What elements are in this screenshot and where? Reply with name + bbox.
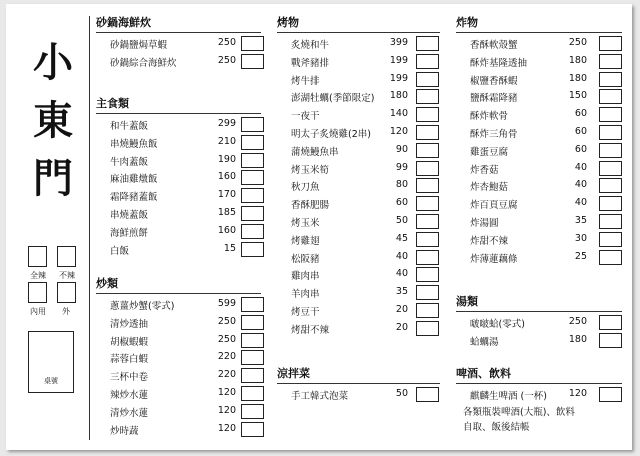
menu-item bbox=[456, 314, 622, 332]
quantity-box[interactable] bbox=[241, 224, 264, 239]
option-box-takeout[interactable] bbox=[57, 282, 76, 303]
item-price: 599 bbox=[217, 298, 236, 309]
item-price: 299 bbox=[217, 118, 236, 129]
section-header: 炸物 bbox=[456, 15, 622, 33]
item-name: 烤牛排 bbox=[291, 75, 320, 87]
menu-item bbox=[96, 35, 261, 53]
quantity-box[interactable] bbox=[416, 196, 439, 211]
menu-item bbox=[456, 249, 622, 267]
menu-item bbox=[96, 421, 261, 439]
quantity-box[interactable] bbox=[416, 143, 439, 158]
menu-column-1 bbox=[96, 4, 261, 444]
menu-item bbox=[456, 160, 622, 178]
item-name: 蔥薑炒蟹(零式) bbox=[110, 301, 175, 312]
item-name: 牛肉蓋飯 bbox=[110, 156, 149, 168]
quantity-box[interactable] bbox=[416, 303, 439, 318]
drinks-note-1: 各類瓶裝啤酒(大瓶)、飲料 bbox=[463, 407, 575, 418]
table-number-label: 桌號 bbox=[44, 377, 58, 385]
quantity-box[interactable] bbox=[241, 188, 264, 203]
quantity-box[interactable] bbox=[599, 387, 622, 402]
item-name: 炸湯圓 bbox=[470, 218, 499, 229]
quantity-box[interactable] bbox=[599, 125, 622, 140]
menu-item bbox=[456, 142, 622, 160]
item-name: 烤玉米 bbox=[291, 218, 320, 229]
item-price: 160 bbox=[217, 171, 236, 183]
menu-item bbox=[277, 302, 440, 320]
quantity-box[interactable] bbox=[599, 315, 622, 330]
item-price: 120 bbox=[217, 404, 236, 416]
quantity-box[interactable] bbox=[416, 321, 439, 336]
item-name: 炸薄蓮藕條 bbox=[470, 253, 518, 265]
item-name: 霜降豬蓋飯 bbox=[110, 192, 158, 204]
item-name: 炸杏鮑菇 bbox=[470, 182, 509, 194]
item-price: 120 bbox=[217, 387, 236, 398]
item-price: 50 bbox=[395, 388, 408, 399]
item-name: 烤雞翅 bbox=[291, 235, 320, 247]
item-price: 250 bbox=[217, 54, 236, 66]
menu-item bbox=[96, 314, 261, 332]
quantity-box[interactable] bbox=[599, 161, 622, 176]
item-price: 250 bbox=[217, 333, 236, 345]
menu-item bbox=[277, 53, 440, 71]
section-header: 涼拌菜 bbox=[277, 366, 440, 384]
item-price: 45 bbox=[395, 232, 408, 244]
quantity-box[interactable] bbox=[416, 267, 439, 282]
item-price: 40 bbox=[395, 268, 408, 280]
quantity-box[interactable] bbox=[241, 36, 264, 51]
quantity-box[interactable] bbox=[416, 125, 439, 140]
item-price: 185 bbox=[217, 207, 236, 218]
quantity-box[interactable] bbox=[599, 89, 622, 104]
quantity-box[interactable] bbox=[599, 232, 622, 247]
menu-item bbox=[456, 195, 622, 213]
item-name: 雞肉串 bbox=[291, 271, 320, 283]
item-name: 香酥軟殼蟹 bbox=[470, 40, 518, 51]
item-price: 170 bbox=[217, 189, 236, 201]
item-name: 炙燒和牛 bbox=[291, 40, 330, 51]
table-number-box[interactable] bbox=[28, 331, 74, 393]
menu-item bbox=[456, 106, 622, 124]
restaurant-name: 小東門 bbox=[33, 39, 73, 202]
item-price: 180 bbox=[568, 333, 587, 345]
item-price: 35 bbox=[574, 215, 587, 226]
item-price: 40 bbox=[395, 250, 408, 262]
item-price: 20 bbox=[395, 321, 408, 333]
item-name: 炒時蔬 bbox=[110, 425, 139, 437]
item-price: 60 bbox=[574, 108, 587, 120]
menu-sheet bbox=[6, 4, 632, 450]
menu-item bbox=[96, 296, 261, 314]
item-price: 60 bbox=[574, 126, 587, 137]
menu-item bbox=[277, 249, 440, 267]
quantity-box[interactable] bbox=[599, 107, 622, 122]
item-name: 炸甜不辣 bbox=[470, 235, 509, 247]
menu-item bbox=[456, 231, 622, 249]
item-name: 蛤蠣湯 bbox=[470, 336, 499, 348]
item-name: 清炒透抽 bbox=[110, 318, 149, 330]
item-name: 雞蛋豆腐 bbox=[470, 146, 509, 158]
menu-item bbox=[456, 71, 622, 89]
item-price: 140 bbox=[389, 108, 408, 120]
quantity-box[interactable] bbox=[241, 333, 264, 348]
item-price: 40 bbox=[574, 179, 587, 191]
option-label-dine-in: 內用 bbox=[30, 307, 46, 316]
item-price: 199 bbox=[389, 54, 408, 66]
section-header: 啤酒、飲料 bbox=[456, 366, 622, 384]
option-label-takeout: 外 bbox=[62, 307, 70, 316]
item-price: 40 bbox=[574, 197, 587, 209]
item-price: 80 bbox=[395, 179, 408, 191]
menu-column-2 bbox=[277, 4, 440, 444]
item-price: 35 bbox=[395, 286, 408, 298]
quantity-box[interactable] bbox=[599, 250, 622, 265]
section-header: 烤物 bbox=[277, 15, 440, 33]
option-label-not-spicy: 不辣 bbox=[59, 271, 75, 280]
item-price: 220 bbox=[217, 351, 236, 363]
item-price: 120 bbox=[568, 388, 587, 399]
quantity-box[interactable] bbox=[599, 178, 622, 193]
item-name: 椒鹽香酥蝦 bbox=[470, 75, 518, 87]
menu-item bbox=[456, 124, 622, 142]
item-name: 啵啵蛤(零式) bbox=[470, 319, 525, 330]
option-box-dine-in[interactable] bbox=[28, 282, 47, 303]
section-header: 主食類 bbox=[96, 96, 261, 114]
item-name: 酥炸三角骨 bbox=[470, 129, 518, 140]
menu-item bbox=[96, 241, 261, 259]
item-name: 炸百頁豆腐 bbox=[470, 200, 518, 212]
section-header: 砂鍋海鮮炊 bbox=[96, 15, 261, 33]
quantity-box[interactable] bbox=[416, 387, 439, 402]
quantity-box[interactable] bbox=[599, 54, 622, 69]
menu-column-3 bbox=[456, 4, 622, 444]
quantity-box[interactable] bbox=[241, 422, 264, 437]
item-price: 30 bbox=[574, 232, 587, 244]
menu-item bbox=[277, 386, 440, 404]
item-price: 250 bbox=[568, 37, 587, 48]
item-price: 250 bbox=[217, 37, 236, 48]
menu-item bbox=[456, 35, 622, 53]
item-name: 白飯 bbox=[110, 245, 130, 257]
item-price: 180 bbox=[389, 90, 408, 102]
item-price: 20 bbox=[395, 304, 408, 315]
quantity-box[interactable] bbox=[416, 107, 439, 122]
menu-item bbox=[277, 195, 440, 213]
quantity-box[interactable] bbox=[241, 54, 264, 69]
quantity-box[interactable] bbox=[241, 117, 264, 132]
item-name: 麒麟生啤酒 (一杯) bbox=[470, 391, 547, 402]
item-name: 羊肉串 bbox=[291, 289, 320, 301]
menu-item bbox=[456, 332, 622, 350]
menu-item bbox=[277, 35, 440, 53]
item-price: 50 bbox=[395, 215, 408, 226]
item-price: 90 bbox=[395, 143, 408, 155]
menu-item bbox=[277, 284, 440, 302]
item-price: 160 bbox=[217, 224, 236, 236]
option-box-all-spicy[interactable] bbox=[28, 246, 47, 267]
item-price: 250 bbox=[217, 315, 236, 327]
menu-item bbox=[456, 177, 622, 195]
item-name: 明太子炙燒雞(2串) bbox=[291, 129, 371, 140]
quantity-box[interactable] bbox=[241, 297, 264, 312]
item-name: 串燒蓋飯 bbox=[110, 210, 149, 221]
menu-item bbox=[277, 71, 440, 89]
menu-item bbox=[96, 403, 261, 421]
drinks-note-2: 自取、飯後結帳 bbox=[463, 422, 530, 433]
menu-item bbox=[277, 213, 440, 231]
quantity-box[interactable] bbox=[241, 153, 264, 168]
quantity-box[interactable] bbox=[416, 232, 439, 247]
menu-item bbox=[96, 152, 261, 170]
item-name: 砂鍋綜合海鮮炊 bbox=[110, 57, 177, 69]
menu-item bbox=[456, 53, 622, 71]
item-price: 180 bbox=[568, 72, 587, 84]
item-price: 60 bbox=[574, 143, 587, 155]
item-name: 海鮮煎餅 bbox=[110, 227, 149, 239]
menu-item bbox=[96, 169, 261, 187]
item-name: 麻油雞燉飯 bbox=[110, 174, 158, 186]
quantity-box[interactable] bbox=[599, 72, 622, 87]
quantity-box[interactable] bbox=[241, 242, 264, 257]
option-label-all-spicy: 全辣 bbox=[30, 271, 46, 280]
quantity-box[interactable] bbox=[416, 36, 439, 51]
item-name: 蒜蓉白蝦 bbox=[110, 354, 149, 366]
item-name: 蒲燒鰻魚串 bbox=[291, 146, 339, 158]
menu-item bbox=[96, 223, 261, 241]
item-name: 烤玉米筍 bbox=[291, 164, 330, 176]
quantity-box[interactable] bbox=[241, 170, 264, 185]
item-name: 松阪豬 bbox=[291, 253, 320, 265]
item-price: 190 bbox=[217, 153, 236, 165]
item-name: 手工韓式泡菜 bbox=[291, 391, 349, 402]
menu-item bbox=[277, 124, 440, 142]
quantity-box[interactable] bbox=[241, 206, 264, 221]
quantity-box[interactable] bbox=[599, 36, 622, 51]
menu-item bbox=[96, 349, 261, 367]
item-name: 串燒鰻魚飯 bbox=[110, 138, 158, 150]
quantity-box[interactable] bbox=[416, 89, 439, 104]
quantity-box[interactable] bbox=[599, 333, 622, 348]
item-name: 戰斧豬排 bbox=[291, 57, 330, 69]
quantity-box[interactable] bbox=[241, 135, 264, 150]
item-name: 香酥肥腸 bbox=[291, 200, 330, 212]
item-price: 120 bbox=[217, 422, 236, 434]
menu-item bbox=[96, 205, 261, 223]
quantity-box[interactable] bbox=[241, 315, 264, 330]
menu-item bbox=[277, 177, 440, 195]
menu-item bbox=[456, 213, 622, 231]
item-name: 辣炒水蓮 bbox=[110, 390, 149, 401]
menu-item bbox=[277, 88, 440, 106]
item-price: 250 bbox=[568, 316, 587, 327]
quantity-box[interactable] bbox=[416, 285, 439, 300]
menu-item bbox=[96, 367, 261, 385]
item-name: 澎湖牡蠣(季節限定) bbox=[291, 93, 375, 105]
menu-item bbox=[456, 88, 622, 106]
menu-item bbox=[277, 160, 440, 178]
item-name: 秋刀魚 bbox=[291, 182, 320, 194]
item-name: 鹽酥霜降豬 bbox=[470, 93, 518, 105]
quantity-box[interactable] bbox=[599, 143, 622, 158]
item-name: 酥炸基隆透抽 bbox=[470, 57, 528, 69]
item-price: 25 bbox=[574, 250, 587, 262]
item-price: 40 bbox=[574, 161, 587, 173]
item-name: 炸香菇 bbox=[470, 164, 499, 176]
item-name: 三杯中卷 bbox=[110, 372, 149, 384]
quantity-box[interactable] bbox=[241, 386, 264, 401]
menu-item bbox=[96, 187, 261, 205]
item-price: 99 bbox=[395, 161, 408, 173]
quantity-box[interactable] bbox=[416, 54, 439, 69]
menu-item bbox=[277, 320, 440, 338]
menu-item bbox=[277, 106, 440, 124]
item-name: 烤豆干 bbox=[291, 307, 320, 318]
item-price: 220 bbox=[217, 369, 236, 381]
section-header: 湯類 bbox=[456, 294, 622, 312]
divider-line bbox=[89, 16, 90, 440]
item-name: 清炒水蓮 bbox=[110, 407, 149, 419]
quantity-box[interactable] bbox=[599, 196, 622, 211]
menu-item bbox=[96, 53, 261, 71]
item-name: 胡椒蝦蝦 bbox=[110, 336, 149, 348]
menu-item bbox=[277, 266, 440, 284]
option-box-not-spicy[interactable] bbox=[57, 246, 76, 267]
item-name: 砂鍋鹽焗草蝦 bbox=[110, 40, 168, 51]
menu-item bbox=[96, 116, 261, 134]
menu-item bbox=[456, 386, 622, 404]
quantity-box[interactable] bbox=[241, 404, 264, 419]
item-price: 60 bbox=[395, 197, 408, 209]
menu-item bbox=[96, 134, 261, 152]
item-name: 一夜干 bbox=[291, 111, 320, 123]
item-price: 150 bbox=[568, 90, 587, 102]
quantity-box[interactable] bbox=[416, 214, 439, 229]
quantity-box[interactable] bbox=[416, 161, 439, 176]
quantity-box[interactable] bbox=[416, 178, 439, 193]
menu-item bbox=[277, 142, 440, 160]
item-price: 199 bbox=[389, 72, 408, 84]
item-price: 180 bbox=[568, 54, 587, 66]
item-name: 烤甜不辣 bbox=[291, 324, 330, 336]
menu-item bbox=[96, 385, 261, 403]
section-header: 炒類 bbox=[96, 276, 261, 294]
menu-item bbox=[277, 231, 440, 249]
quantity-box[interactable] bbox=[241, 350, 264, 365]
quantity-box[interactable] bbox=[416, 250, 439, 265]
item-name: 和牛蓋飯 bbox=[110, 121, 149, 132]
quantity-box[interactable] bbox=[599, 214, 622, 229]
quantity-box[interactable] bbox=[416, 72, 439, 87]
item-price: 15 bbox=[223, 242, 236, 254]
menu-item bbox=[96, 332, 261, 350]
item-name: 酥炸軟骨 bbox=[470, 111, 509, 123]
item-price: 210 bbox=[217, 135, 236, 147]
item-price: 399 bbox=[389, 37, 408, 48]
quantity-box[interactable] bbox=[241, 368, 264, 383]
item-price: 120 bbox=[389, 126, 408, 137]
